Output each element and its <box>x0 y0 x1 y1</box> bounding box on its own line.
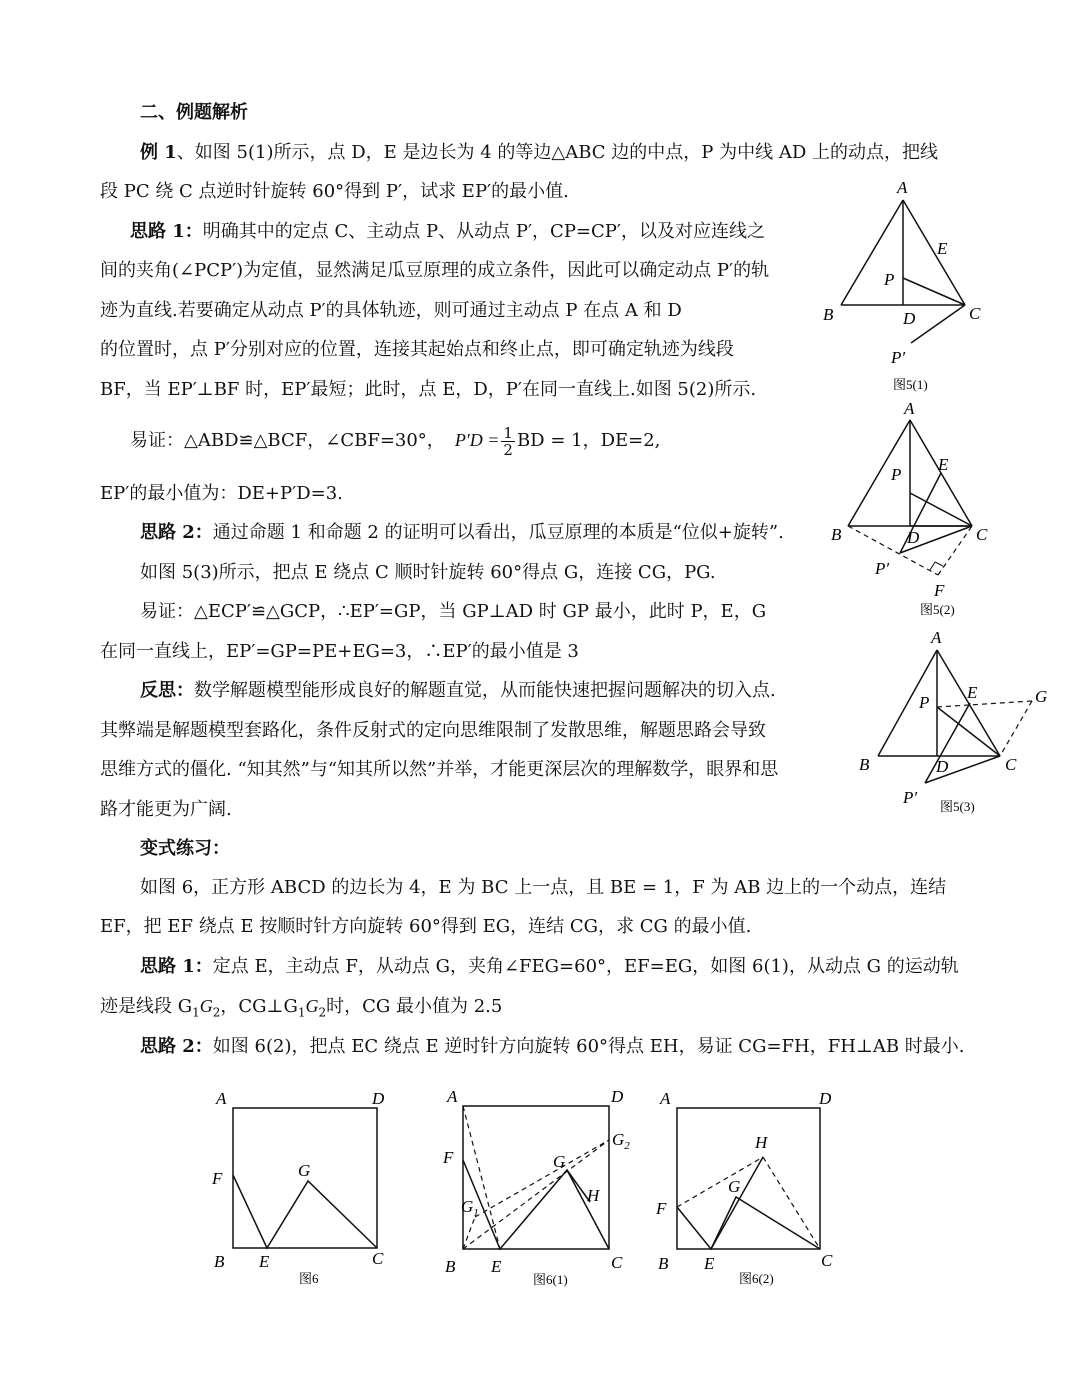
fraction-half <box>501 425 515 458</box>
idea2-line4: 在同一直线上，EP′=GP=PE+EG=3，∴EP′的最小值是 3 <box>100 641 579 662</box>
idea1-line3: 迹为直线.若要确定从动点 P′的具体轨迹，则可通过主动点 P 在点 A 和 D <box>100 300 682 321</box>
figure-6-2 <box>652 1085 852 1290</box>
idea1-label: 思路 1： <box>130 221 203 242</box>
example1-line1 <box>140 142 938 164</box>
variant-line2: EF，把 EF 绕点 E 按顺时针方向旋转 60°得到 EG，连结 CG，求 CG 的最小值. <box>100 916 752 937</box>
fig53-label-a: A <box>931 628 942 647</box>
reflection-label: 反思： <box>140 680 194 701</box>
fig61-label-a: A <box>447 1087 458 1106</box>
idea1-line1 <box>130 221 765 243</box>
fig62-dashed-hc <box>763 1157 820 1249</box>
variant-line1: 如图 6，正方形 ABCD 的边长为 4，E 为 BC 上一点，且 BE = 1，F 为 AB 边上的一个动点，连结 <box>140 877 947 898</box>
variant-idea1-text1: 定点 E，主动点 F，从动点 G，夹角∠FEG=60°，EF=EG，如图 6(1)，从动点 G 的运动轨 <box>212 956 959 977</box>
fig6-label-c: C <box>372 1249 384 1268</box>
fig51-label-d: D <box>903 309 916 328</box>
example1-text1: 、如图 5(1)所示，点 D，E 是边长为 4 的等边△ABC 边的中点，P 为中线 AD 上的动点，把线 <box>176 142 938 163</box>
fig62-label-f: F <box>656 1199 667 1218</box>
example1-label: 例 1 <box>140 142 177 163</box>
idea2-line2: 如图 5(3)所示，把点 E 绕点 C 顺时针旋转 60°得点 G，连接 CG，PG. <box>140 562 716 583</box>
reflection-line4: 路才能更为广阔. <box>100 799 232 820</box>
fig52-dashed-fc <box>938 526 972 575</box>
figure-6 <box>205 1085 405 1290</box>
v-text-a: 迹是线段 G <box>100 996 193 1017</box>
fig51-label-a: A <box>897 178 908 197</box>
fig6-label-d: D <box>372 1089 385 1108</box>
fig53-dashed-pg <box>937 701 1032 707</box>
v-text-d: G <box>305 996 319 1016</box>
fig53-seg-pc <box>937 707 1000 756</box>
fig53-label-d: D <box>936 757 949 776</box>
fig51-label-b: B <box>823 305 834 324</box>
fig53-label-b: B <box>859 755 870 774</box>
fig52-dashed-bf <box>848 526 938 575</box>
idea2-text1: 通过命题 1 和命题 2 的证明可以看出，瓜豆原理的本质是“位似+旋转”. <box>212 522 784 543</box>
fraction-den: 2 <box>503 440 513 459</box>
idea1-proof <box>130 424 660 458</box>
fraction-num: 1 <box>503 423 513 442</box>
figure-5-3 <box>850 625 1065 820</box>
fig61-g2-sub: 2 <box>624 1140 630 1152</box>
fig51-seg-cp2 <box>911 305 965 343</box>
fig61-g1-main: G <box>461 1197 474 1216</box>
fig62-label-e: E <box>704 1254 715 1273</box>
v-sub-b: 2 <box>212 1005 221 1020</box>
fig52-label-p-prime: P′ <box>875 559 890 578</box>
fig52-label-d: D <box>907 528 920 547</box>
fig51-seg-pc <box>903 278 965 305</box>
fig52-right-angle-mark <box>930 562 943 570</box>
fig61-label-c: C <box>611 1253 623 1272</box>
variant-idea1-line2 <box>100 995 502 1024</box>
fig51-caption: 图5(1) <box>893 377 928 392</box>
fig61-label-g: G <box>553 1152 566 1171</box>
fig6-label-e: E <box>259 1252 270 1271</box>
fig61-label-f: F <box>443 1148 454 1167</box>
variant-idea2-text1: 如图 6(2)，把点 EC 绕点 E 逆时针方向旋转 60°得点 EH，易证 CG=FH，FH⊥AB 时最小. <box>212 1036 965 1057</box>
fig62-path-fegc <box>677 1197 820 1249</box>
v-sub-c: 1 <box>297 1005 306 1020</box>
fig52-label-b: B <box>831 525 842 544</box>
fig53-side-ac <box>937 650 1000 756</box>
v-sub-d: 2 <box>318 1005 327 1020</box>
fig61-dashed-bg1 <box>463 1217 475 1249</box>
proof-part-b: P′D = <box>454 430 500 450</box>
fig52-label-p: P <box>891 465 902 484</box>
fig51-label-p: P <box>884 270 895 289</box>
fig62-label-b: B <box>658 1254 669 1273</box>
fig6-label-g: G <box>298 1161 311 1180</box>
fig53-label-g: G <box>1035 687 1048 706</box>
fig53-label-p: P <box>919 693 930 712</box>
idea2-line1 <box>140 522 784 544</box>
fig52-label-e: E <box>938 455 949 474</box>
fig51-label-e: E <box>937 239 948 258</box>
fig53-label-c: C <box>1005 755 1017 774</box>
fig51-label-p-prime: P′ <box>891 348 906 367</box>
fig61-dashed-g1g2 <box>475 1140 609 1217</box>
variant-idea2-label: 思路 2： <box>140 1036 213 1057</box>
idea2-line3: 易证：△ECP′≌△GCP，∴EP′=GP，当 GP⊥AD 时 GP 最小，此时 P，E，G <box>140 601 767 622</box>
v-text-c: ，CG⊥G <box>220 996 298 1017</box>
fig51-side-ab <box>841 200 903 305</box>
fig51-side-ac <box>903 200 965 305</box>
fig61-g2-main: G <box>612 1130 625 1149</box>
fig62-label-a: A <box>660 1089 671 1108</box>
fig52-caption: 图5(2) <box>920 602 955 617</box>
figure-5-1 <box>815 175 995 395</box>
v-sub-a: 1 <box>192 1005 200 1020</box>
fig6-caption: 图6 <box>299 1271 319 1286</box>
fig61-label-e: E <box>491 1257 502 1276</box>
idea1-line5: BF，当 EP′⊥BF 时，EP′最短；此时，点 E，D，P′在同一直线上.如图 5(2)所示. <box>100 379 757 400</box>
fig61-square <box>463 1106 609 1249</box>
v-text-e: 时，CG 最小值为 2.5 <box>326 996 503 1017</box>
proof-part-c: BD = 1，DE=2, <box>516 430 661 451</box>
fig62-label-g: G <box>728 1177 741 1196</box>
fig62-caption: 图6(2) <box>739 1271 774 1286</box>
fig61-label-g1 <box>461 1197 479 1219</box>
idea1-line2: 间的夹角(∠PCP′)为定值，显然满足瓜豆原理的成立条件，因此可以确定动点 P′的轨 <box>100 260 770 281</box>
fig53-caption: 图5(3) <box>940 799 975 814</box>
section-title: 二、例题解析 <box>140 102 248 123</box>
fig62-dashed-fh <box>677 1157 763 1207</box>
variant-idea2-line1 <box>140 1036 965 1058</box>
reflection-text1: 数学解题模型能形成良好的解题直觉，从而能快速把握问题解决的切入点. <box>194 680 776 701</box>
fig52-label-a: A <box>904 399 915 418</box>
reflection-line3: 思维方式的僵化. “知其然”与“知其所以然”并举，才能更深层次的理解数学，眼界和思 <box>100 759 779 780</box>
reflection-line2: 其弊端是解题模型套路化，条件反射式的定向思维限制了发散思维，解题思路会导致 <box>100 720 766 741</box>
fig6-label-b: B <box>214 1252 225 1271</box>
fig53-label-p-prime: P′ <box>903 788 918 807</box>
fig6-path-fegc <box>233 1175 377 1248</box>
fig62-label-c: C <box>821 1251 833 1270</box>
fig52-label-f: F <box>934 581 945 600</box>
fig61-g1-sub: 1 <box>473 1207 479 1219</box>
example1-line2: 段 PC 绕 C 点逆时针旋转 60°得到 P′，试求 EP′的最小值. <box>100 181 569 202</box>
proof-part-a: 易证：△ABD≌△BCF，∠CBF=30°， <box>130 430 445 451</box>
idea1-text1: 明确其中的定点 C、主动点 P、从动点 P′，CP=CP′，以及对应连线之 <box>202 221 765 242</box>
fig6-label-a: A <box>216 1089 227 1108</box>
reflection-line1 <box>140 680 776 702</box>
idea1-line4: 的位置时，点 P′分别对应的位置，连接其起始点和终止点，即可确定轨迹为线段 <box>100 339 734 360</box>
variant-title: 变式练习： <box>140 838 230 859</box>
fig52-label-c: C <box>976 525 988 544</box>
fig62-seg-eh <box>711 1157 763 1249</box>
fig53-dashed-gc <box>1000 701 1032 756</box>
fig61-label-h: H <box>587 1186 600 1205</box>
figure-6-1 <box>435 1080 645 1292</box>
fig62-label-h: H <box>755 1133 768 1152</box>
fig53-label-e: E <box>967 683 978 702</box>
fig61-caption: 图6(1) <box>533 1272 568 1287</box>
idea2-label: 思路 2： <box>140 522 213 543</box>
fig61-dashed-ae <box>463 1106 500 1249</box>
v-text-b: G <box>199 996 213 1016</box>
fig61-label-g2 <box>612 1130 630 1152</box>
variant-idea1-label: 思路 1： <box>140 956 213 977</box>
fig61-label-b: B <box>445 1257 456 1276</box>
variant-idea1-line1 <box>140 956 959 978</box>
fig51-label-c: C <box>969 304 981 323</box>
fig62-square <box>677 1108 820 1249</box>
figure-5-2 <box>820 398 1000 620</box>
fig62-label-d: D <box>819 1089 832 1108</box>
fig6-label-f: F <box>212 1169 223 1188</box>
fig61-label-d: D <box>611 1087 624 1106</box>
idea1-result: EP′的最小值为：DE+P′D=3. <box>100 483 343 504</box>
